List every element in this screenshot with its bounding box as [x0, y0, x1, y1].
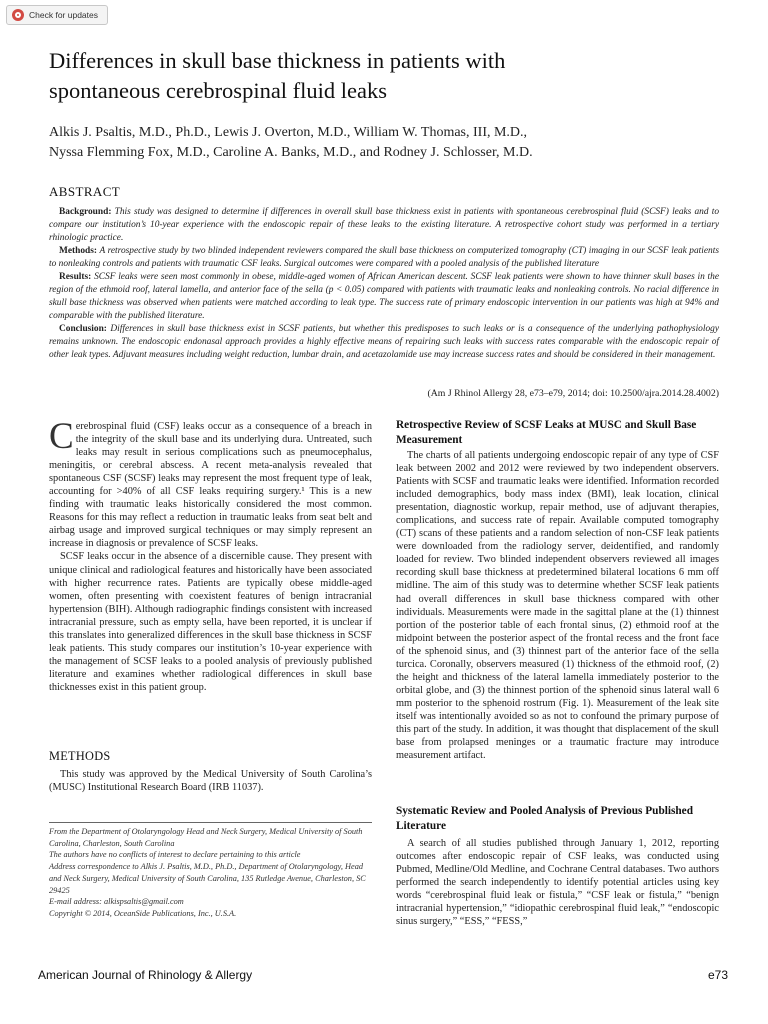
abstract-body: [49, 206, 719, 362]
drop-cap: C: [49, 416, 74, 457]
results-label: Results:: [59, 272, 92, 282]
footnote-email: E-mail address: alkispsaltis@gmail.com: [49, 897, 184, 907]
article-title: [49, 46, 729, 106]
title-line-2: spontaneous cerebrospinal fluid leaks: [49, 78, 388, 103]
abstract-background: [49, 206, 719, 245]
author-list: [49, 123, 729, 163]
abstract-results: [49, 271, 719, 323]
authors-line-1: Alkis J. Psaltis, M.D., Ph.D., Lewis J. Overton, M.D., William W. Thomas, III, M.D.,: [49, 125, 528, 140]
intro-paragraph-1-text: erebrospinal fluid (CSF) leaks occur as a consequence of a breach in the integrity of the skull base and its underlying dura. Untreated, such leaks may result in serious complications such as pneumocephalus, meningitis, or cerebral abscess. A recent meta-analysis revealed that spontaneous CSF (SCSF) leaks may represent the most frequent type of leak, accounting for >40% of all CSF leaks requiring surgery.¹ This is a new finding with traumatic leaks historically considered the most common. Reasons for this may reflect a reduction in traumatic leaks from seat belt and airbag usage and improved surgical techniques or may simply represent an increase in diagnosis or prevalence of SCSF leaks.: [49, 421, 372, 550]
page-number: e73: [707, 968, 728, 982]
abstract-heading: ABSTRACT: [49, 184, 121, 199]
methods-label: Methods:: [59, 246, 98, 256]
conclusion-text: Differences in skull base thickness exist in SCSF patients, but whether this predisposes to such leaks or is a consequence of the underlying pathophysiology remains unknown. The endoscopic endonasal approach provides a highly effective means of repairing such leaks with success rates comparable with the endoscopic repair of other leak types. Adjuvant measures including weight reduction, lumbar drain, and acetazolamide use may increase success rates and should be considered in their management.: [49, 324, 720, 360]
section-1-heading: Retrospective Review of SCSF Leaks at MUSC and Skull Base Measurement: [396, 419, 697, 446]
title-line-1: Differences in skull base thickness in patients with: [49, 48, 506, 73]
section-1-body: [396, 449, 719, 762]
section-2-paragraph: A search of all studies published through January 1, 2012, reporting outcomes after endoscopic repair of CSF leaks, was conducted using Pubmed, Medline/Old Medline, and Cochrane Central databases. Two authors performed the search independently to identify potential articles using key words “cerebrospinal fluid leak or fistula,” “CSF leak or fistula,” “benign intracranial hypertension,” “idiopathic cerebrospinal fluid leak,” “endoscopic sinus surgery,” “ESS,” “FESS,”: [396, 838, 719, 928]
background-text: This study was designed to determine if differences in overall skull base thickness exist in patients with spontaneous cerebrospinal fluid (SCSF) leaks and to compare our institution’s 10-year experience with the endoscopic repair of these leaks to the existing literature. A retrospective cohort study was performed in a tertiary rhinologic practice.: [49, 207, 720, 243]
conclusion-label: Conclusion:: [59, 324, 107, 334]
intro-paragraph-1: [49, 416, 372, 550]
footnote-affiliation: From the Department of Otolaryngology Head and Neck Surgery, Medical University of South Carolina, Charleston, South Carolina: [49, 827, 363, 848]
check-for-updates-button[interactable]: [6, 5, 108, 25]
section-2-heading: Systematic Review and Pooled Analysis of Previous Published Literature: [396, 805, 693, 832]
check-for-updates-label: Check for updates: [29, 10, 98, 20]
authors-line-2: Nyssa Flemming Fox, M.D., Caroline A. Banks, M.D., and Rodney J. Schlosser, M.D.: [49, 145, 533, 160]
footnote-copyright: Copyright © 2014, OceanSide Publications, Inc., U.S.A.: [49, 908, 237, 918]
left-column: [49, 416, 372, 694]
abstract-conclusion: [49, 323, 719, 362]
footnote-correspondence: Address correspondence to Alkis J. Psaltis, M.D., Ph.D., Department of Otolaryngology, Head and Neck Surgery, Medical University of South Carolina, 135 Rutledge Avenue, Charleston, SC 29425: [49, 862, 366, 895]
abstract-methods: [49, 245, 719, 271]
footnote-conflicts: The authors have no conflicts of interest to declare pertaining to this article: [49, 850, 301, 860]
journal-name: American Journal of Rhinology & Allergy: [38, 968, 253, 982]
section-1-paragraph: The charts of all patients undergoing endoscopic repair of any type of CSF leak between 2002 and 2012 were reviewed by two independent observers. Patients with SCSF and traumatic leaks were identified. Information recorded included demographics, body mass index (BMI), leak location, clinical presentation, diagnostic workup, repair method, use of adjuvant therapies, complications, and success rate of repair. Available computed tomography (CT) scans of these patients and a random selection of non-CSF leak patients were downloaded from the radiology server, deidentified, and randomly loaded for review. Two blinded independent observers reviewed all images recording skull base thickness at predetermined bilateral locations 6 mm off midline. The aim of this study was to determine whether SCSF leak patients had overall differences in skull base thickness compared with other individuals. Measurements were made in the sagittal plane at the (1) thinnest portion of the posterior table of each frontal sinus, (2) ethmoid roof at the midpoint between the posterior aspect of the frontal recess and the front face of the sphenoid sinus, and (3) thinnest part of the anterior face of the sella turcica. Coronally, observers measured (1) thickness of the ethmoid roof, (2) the height and thickness of the lateral lamella immediately posterior to the orbital globe, and (3) the thinnest portion of the sphenoid sinus lateral wall 6 mm posterior to the sphenoid rostrum (Fig. 1). Measurement of the leak site itself was intentionally avoided so as not to confound the primary purpose of this part of the study. In addition, it was thought that displacement of the skull base from prolapsed meninges or a traumatic fracture may introduce measurement artifact.: [396, 450, 719, 762]
footnote-divider: [49, 822, 372, 823]
background-label: Background:: [59, 207, 112, 217]
section-2-body: [396, 837, 719, 928]
footnotes: [49, 826, 372, 920]
methods-heading: METHODS: [49, 749, 111, 763]
methods-paragraph-text: This study was approved by the Medical University of South Carolina’s (MUSC) Institutional Research Board (IRB 11037).: [49, 769, 372, 794]
crossmark-icon: [12, 9, 24, 21]
citation: (Am J Rhinol Allergy 28, e73–e79, 2014; doi: 10.2500/ajra.2014.28.4002): [427, 388, 719, 399]
methods-paragraph: [49, 768, 372, 794]
methods-text: A retrospective study by two blinded independent reviewers compared the skull base thickness on computerized tomography (CT) imaging in our SCSF leak patients to nonleaking controls and patients with traumatic CSF leaks. Surgical outcomes were compared with a pooled analysis of the published literature: [49, 246, 719, 269]
results-text: SCSF leaks were seen most commonly in obese, middle-aged women of African American descent. SCSF leak patients were shown to have thinner skull bases in the region of the ethmoid roof, lateral lamella, and anterior face of the sella (p < 0.05) compared with patients with traumatic leaks and nonleaking controls. No racial difference in skull base thickness was observed when patients were matched according to leak type. The success rate of primary endoscopic intervention in our patients was high at 94% and comparable with the published literature.: [49, 272, 720, 321]
intro-paragraph-2: SCSF leaks occur in the absence of a discernible cause. They present with unique clinical and radiological features and historically have been associated with higher recurrence rates. Patients are typically obese middle-aged women, often presenting with coexistent features of benign intracranial hypertension (BIH). Although radiographic findings consistent with increased intracranial pressure, such as empty sella, have been reported, it is unclear if this translates into generalized differences in the skull base thickness in SCSF leak patients. This study compares our institution’s 10-year experience with the management of SCSF leaks to a pooled analysis of previously published literature and examines whether radiological differences in skull base thicknesses exist in this patient group.: [49, 551, 372, 693]
